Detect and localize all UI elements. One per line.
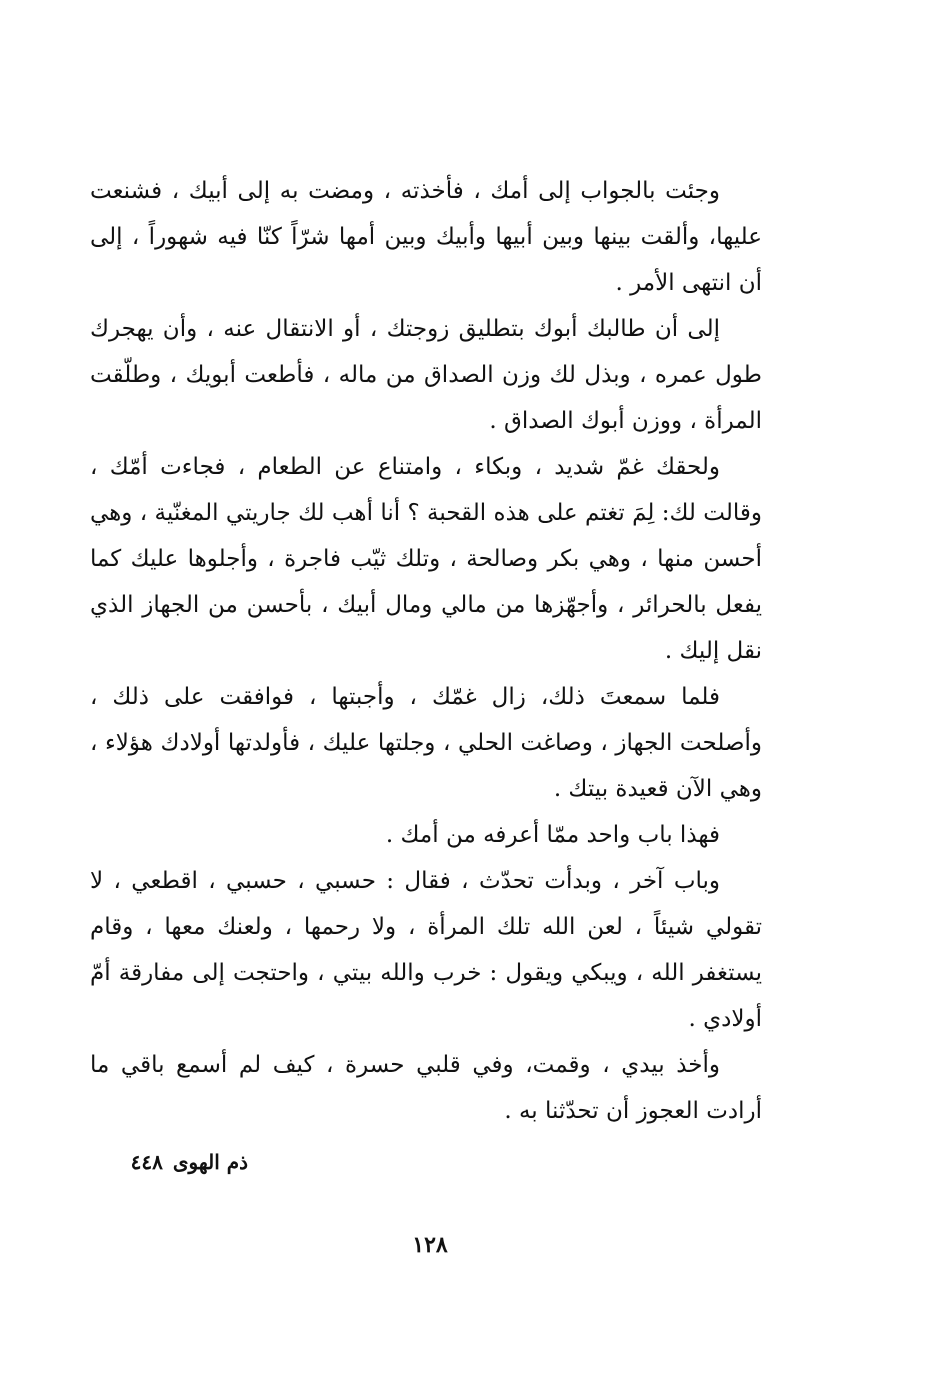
paragraph: إلى أن طالبك أبوك بتطليق زوجتك ، أو الانتقال عنه ، وأن يهجرك طول عمره ، وبذل لك وزن الصداق من ماله ، فأطعت أبويك ، وطلّقت المرأة ، ووزن أبوك الصداق . <box>90 316 762 434</box>
body-text <box>90 168 762 1134</box>
paragraph: فهذا باب واحد ممّا أعرفه من أمك . <box>385 822 720 848</box>
paragraph: ولحقك غمّ شديد ، وبكاء ، وامتناع عن الطعام ، فجاءت أمّك ، وقالت لك: لِمَ تغتم على هذه القحبة ؟ أنا أهب لك جاريتي المغنّية ، وهي أحسن منها ، وهي بكر وصالحة ، وتلك ثيّب فاجرة ، وأجلوها عليك كما يفعل بالحرائر ، وأجهّزها من مالي ومال أبيك ، بأحسن من الجهاز الذي نقل إليك . <box>90 454 762 664</box>
page-number: ١٢٨ <box>412 1232 448 1258</box>
footnote-number: ٤٤٨ <box>130 1150 163 1174</box>
paragraph: وباب آخر ، وبدأت تحدّث ، فقال : حسبي ، حسبي ، اقطعي ، لا تقولي شيئاً ، لعن الله تلك المرأة ، ولا رحمها ، ولعنك معها ، وقام يستغفر الله ، ويبكي ويقول : خرب والله بيتي ، واحتجت إلى مفارقة أمّ أولادي . <box>90 868 762 1032</box>
paragraph: فلما سمعتَ ذلك، زال غمّك ، وأجبتها ، فوافقت على ذلك ، وأصلحت الجهاز ، وصاغت الحلي ، وجلتها عليك ، فأولدتها أولادك هؤلاء ، وهي الآن قعيدة بيتك . <box>90 684 762 802</box>
paragraph: وأخذ بيدي ، وقمت، وفي قلبي حسرة ، كيف لم أسمع باقي ما أرادت العجوز أن تحدّثنا به . <box>90 1052 762 1124</box>
footnote-book-title: ذم الهوى <box>172 1150 248 1174</box>
source-footnote <box>131 1150 248 1174</box>
paragraph: وجئت بالجواب إلى أمك ، فأخذته ، ومضت به إلى أبيك ، فشنعت عليها، وألقت بينها وبين أبيها وأبيك وبين أمها شرّاً كنّا فيه شهوراً ، إلى أن انتهى الأمر . <box>90 178 762 296</box>
